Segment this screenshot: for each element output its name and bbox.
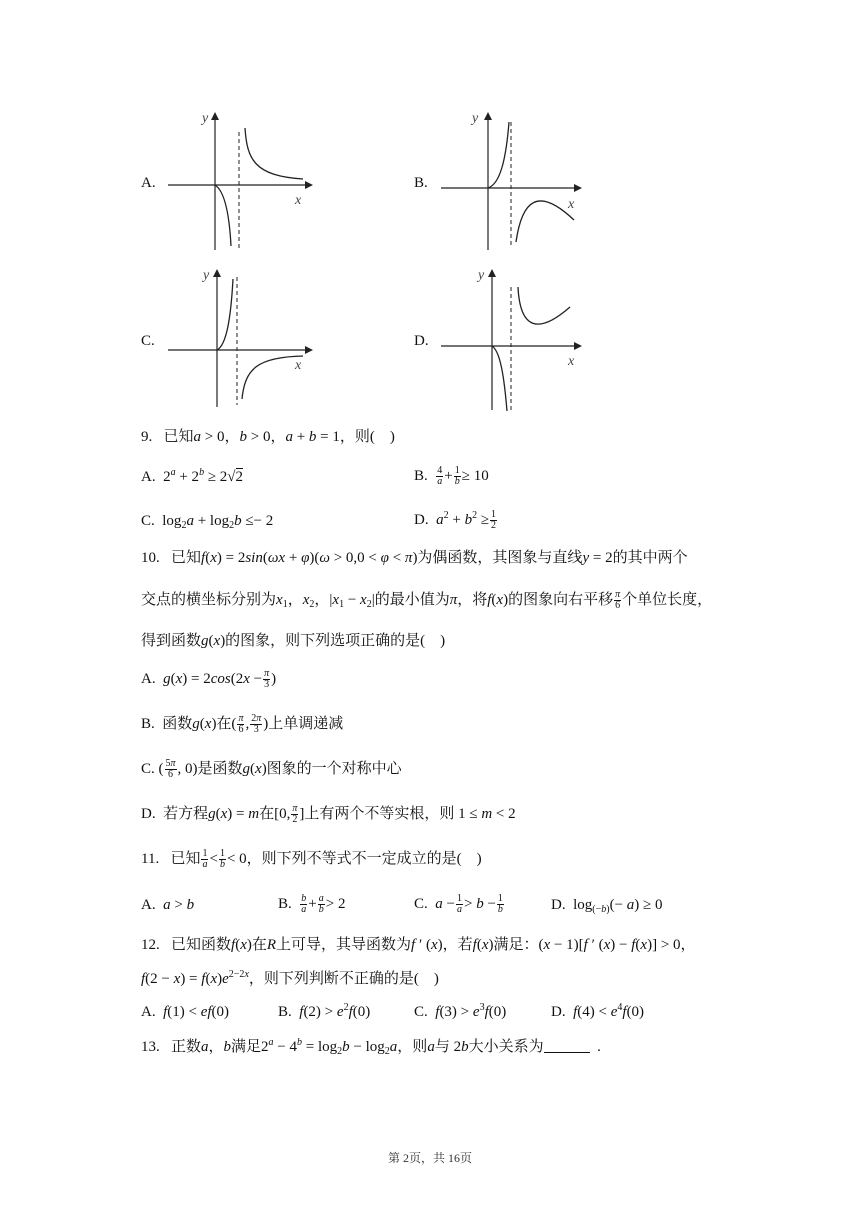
y-axis-label: y (202, 111, 209, 126)
q10-option-c: C. ( $\frac{5\pi}{6}$ , 0)是函数g(x)图象的一个对称中心 (141, 758, 402, 781)
question-10-line-1: 10. 已知f(x) = 2sin(ωx + φ)(ω > 0,0 < φ < π)为偶函数，其图象与直线y = 2的其中两个 (141, 550, 688, 566)
q12-option-b: B. $f(2) > e^2f(0)$ (278, 1002, 371, 1020)
question-number: 11. (141, 851, 160, 867)
curve-left-branch (217, 279, 233, 350)
q12-option-a: A. f(1) < ef(0) (141, 1004, 230, 1020)
x-axis-label: x (568, 354, 575, 369)
question-10-line-3: 得到函数g(x)的图象，则下列选项正确的是( ) (141, 633, 446, 649)
curve-left-branch (215, 185, 231, 246)
q9-option-b: B. $\frac{4}{a}$ + $\frac{1}{b}$ ≥ 10 (414, 465, 489, 488)
curve-right-branch (242, 356, 303, 399)
x-axis-label: x (295, 358, 302, 373)
q10-option-a: A. g(x) = 2cos(2x − $\frac{\pi}{3}$ ) (141, 668, 277, 691)
graph-option-a (165, 108, 315, 253)
graph-option-a-label: A. (141, 175, 156, 191)
graph-option-c (165, 265, 315, 410)
question-13: 13. 正数a，b满足$2^a - 4^b = \log_2b - \log_2a$，则a与 2b大小关系为 . (141, 1037, 601, 1057)
question-10-line-2: 交点的横坐标分别为$x_1$，$x_2$，$|x_1 - x_2|$的最小值为π，将f(x)的图象向右平移 $\frac{\pi}{6}$ 个单位长度， (141, 589, 713, 612)
graph-option-d (438, 265, 588, 410)
page-footer: 第 2页，共 16页 (387, 1151, 472, 1165)
q9-option-a: A. $2^a + 2^b \ge 2√2$ (141, 467, 244, 485)
q12-option-d: D. $f(4) < e^4f(0)$ (551, 1002, 645, 1020)
q11-option-b: B. $\frac{b}{a}$ + $\frac{a}{b}$ > 2 (278, 893, 346, 916)
graph-option-d-label: D. (414, 333, 429, 349)
graph-option-b-label: B. (414, 175, 428, 191)
q11-option-c: C. a − $\frac{1}{a}$ > b − $\frac{1}{b}$ (414, 893, 503, 916)
question-number: 12. (141, 937, 160, 953)
q10-option-b: B. 函数g(x)在( $\frac{\pi}{6}$ , $\frac{2\pi}{3}$ )上单调递减 (141, 713, 344, 736)
curve-right-branch (518, 287, 570, 324)
question-number: 9. (141, 429, 153, 445)
curve-right-branch (245, 128, 303, 179)
q9-option-c: C. $\log_2a + \log_2b \le- 2$ (141, 513, 274, 531)
curve-left-branch (488, 122, 509, 188)
question-9: 9. 已知a > 0，b > 0，a + b = 1，则( ) (141, 429, 395, 445)
curve-left-branch (492, 346, 507, 411)
graph-option-b (438, 108, 588, 253)
y-axis-label: y (472, 111, 479, 126)
question-12-line-1: 12. 已知函数f(x)在R上可导，其导函数为f ′ (x)，若f(x)满足：(x − 1)[f ′ (x) − f(x)] > 0， (141, 937, 696, 953)
question-11: 11. 已知 $\frac{1}{a}$ < $\frac{1}{b}$ < 0，则下列不等式不一定成立的是( ) (141, 848, 482, 871)
q11-option-a: A. a > b (141, 897, 195, 913)
x-axis-label: x (295, 193, 302, 208)
q11-option-d: D. $\log_{(-b)}(- a) \ge 0$ (551, 897, 663, 915)
y-axis-label: y (478, 268, 485, 283)
question-number: 10. (141, 550, 160, 566)
q9-option-d: D. $a^2 + b^2$ ≥ $\frac{1}{2}$ (414, 509, 497, 532)
q12-option-c: C. $f(3) > e^3f(0)$ (414, 1002, 507, 1020)
graph-option-c-label: C. (141, 333, 155, 349)
y-axis-label: y (203, 268, 210, 283)
x-axis-label: x (568, 197, 575, 212)
question-12-line-2: $f(2 - x) = f(x)e^{2-2x}$，则下列判断不正确的是( ) (141, 969, 439, 987)
question-number: 13. (141, 1039, 160, 1055)
curve-right-branch (516, 201, 574, 242)
q10-option-d: D. 若方程g(x) = m在[0, $\frac{\pi}{2}$ ]上有两个不等实根，则 1 ≤ m < 2 (141, 803, 516, 826)
